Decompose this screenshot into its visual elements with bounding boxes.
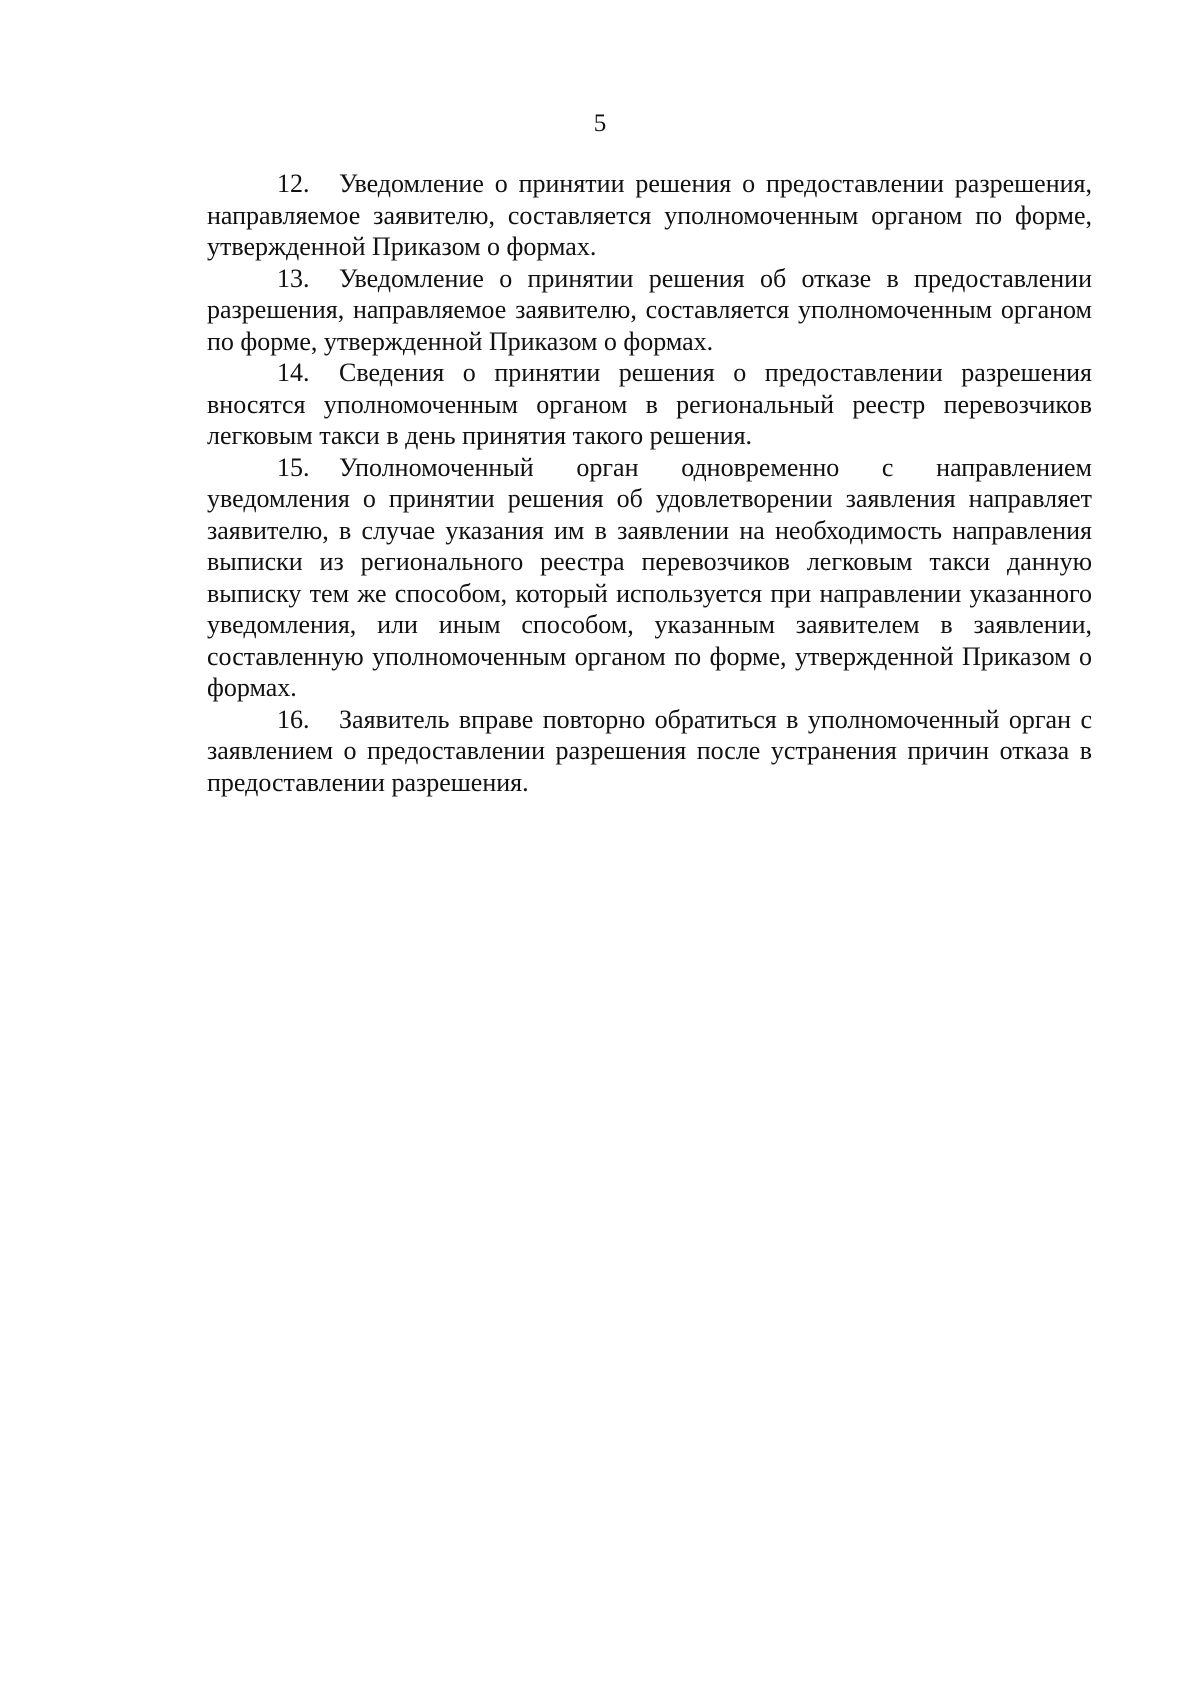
paragraph-number: 15. (277, 452, 310, 482)
paragraph-text: Заявитель вправе повторно обратиться в уполномоченный орган с заявлением о предоставлении разрешения после устранения причин отказа в предоставлении разрешения. (207, 704, 1092, 797)
paragraph-15 (207, 452, 1092, 704)
page-number: 5 (593, 110, 607, 137)
paragraph-text: Уведомление о принятии решения о предоставлении разрешения, направляемое заявителю, составляется уполномоченным органом по форме, утвержденной Приказом о формах. (207, 169, 1092, 261)
paragraph-number: 16. (277, 704, 310, 734)
paragraph-text: Сведения о принятии решения о предоставлении разрешения вносятся уполномоченным органом в региональный реестр перевозчиков легковым такси в день принятия такого решения. (207, 358, 1092, 450)
paragraph-12 (207, 168, 1092, 263)
paragraph-number: 13. (277, 263, 310, 293)
paragraph-number: 14. (277, 358, 310, 387)
paragraph-text: Уполномоченный орган одновременно с направлением уведомления о принятии решения об удовлетворении заявления направляет заявителю, в случае указания им в заявлении на необходимость направления выписки из регионального реестра перевозчиков легковым такси данную выписку тем же способом, который используется при направлении указанного уведомления, или иным способом, указанным заявителем в заявлении, составленную уполномоченным органом по форме, утвержденной Приказом о формах. (207, 452, 1092, 702)
paragraph-14 (207, 357, 1092, 452)
paragraph-16 (207, 704, 1092, 799)
paragraph-13 (207, 263, 1092, 358)
paragraph-text: Уведомление о принятии решения об отказе в предоставлении разрешения, направляемое заявителю, составляется уполномоченным органом по форме, утвержденной Приказом о формах. (207, 263, 1092, 356)
document-body (207, 168, 1092, 798)
paragraph-number: 12. (277, 169, 310, 198)
